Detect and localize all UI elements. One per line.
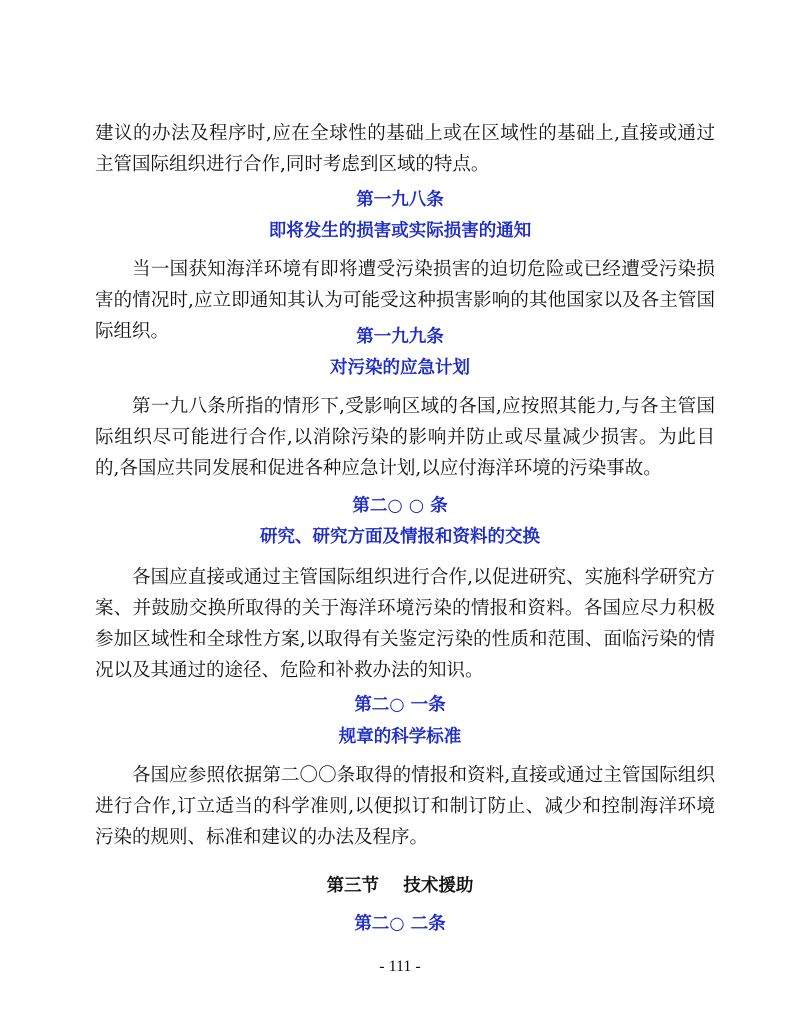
article-200-number: 第二○ ○ 条 [352,496,448,516]
article-198-number: 第一九八条 [356,190,444,210]
article-198-text: 当一国获知海洋环境有即将遭受污染损害的迫切危险或已经遭受污染损害的情况时,应立即通知其认为可能受这种损害影响的其他国家以及各主管国际组织。 [95,259,715,342]
article-200-text: 各国应直接或通过主管国际组织进行合作,以促进研究、实施科学研究方案、并鼓励交换所取得的关于海洋环境污染的情报和资料。各国应尽力积极参加区域性和全球性方案,以取得有关鉴定污染的性质和范围、面临污染的情况以及其通过的途径、危险和补救办法的知识。 [95,567,715,681]
article-199-title: 对污染的应急计划 [330,358,470,378]
article-201-number: 第二○ 一条 [354,695,446,715]
article-202-number: 第二○ 二条 [354,914,446,934]
page-number: - 111 - [379,958,421,975]
article-200-title: 研究、研究方面及情报和资料的交换 [260,527,540,547]
article-201-title: 规章的科学标准 [338,727,462,747]
article-198-title: 即将发生的损害或实际损害的通知 [268,221,532,241]
article-199-text: 第一九八条所指的情形下,受影响区域的各国,应按照其能力,与各主管国际组织尽可能进行合作,以消除污染的影响并防止或尽量减少损害。为此目的,各国应共同发展和促进各种应急计划,以应付海洋环境的污染事故。 [95,396,715,479]
continuation-paragraph: 建议的办法及程序时,应在全球性的基础上或在区域性的基础上,直接或通过主管国际组织进行合作,同时考虑到区域的特点。 [95,123,715,175]
article-201-text: 各国应参照依据第二〇〇条取得的情报和资料,直接或通过主管国际组织进行合作,订立适当的科学准则,以便拟订和制订防止、减少和控制海洋环境污染的规则、标准和建议的办法及程序。 [95,765,715,848]
section-3-heading: 第三节 技术援助 [326,876,474,896]
article-199-number: 第一九九条 [356,327,444,347]
